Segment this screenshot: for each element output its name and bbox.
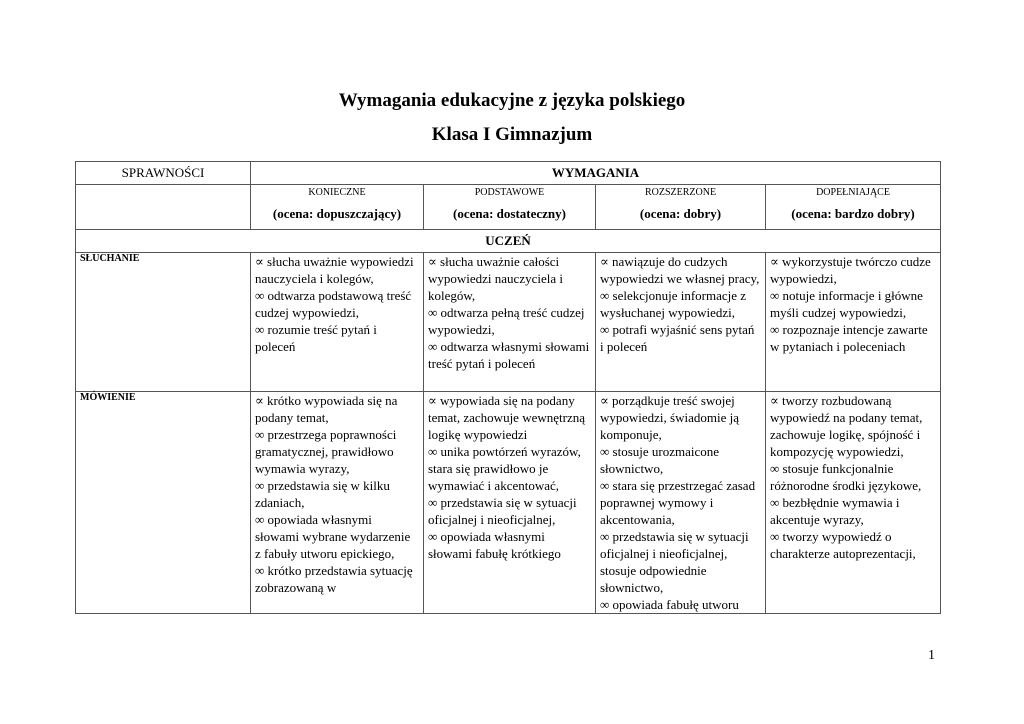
requirement-item: ∞ unika powtórzeń wyrazów, stara się prawidłowo je wymawiać i akcentować,: [428, 444, 581, 493]
requirement-cell: [424, 253, 596, 392]
requirement-cell: [596, 392, 766, 614]
skill-label: SŁUCHANIE: [76, 253, 251, 392]
requirement-item: ∞ przedstawia się w sytuacji oficjalnej i nieoficjalnej, stosuje odpowiednie słownictwo,: [600, 529, 749, 595]
table-row: [76, 253, 941, 392]
requirement-item: ∞ opowiada fabułę utworu: [600, 597, 739, 612]
requirement-item: ∝ krótko wypowiada się na podany temat,: [255, 393, 398, 425]
requirement-item: ∞ selekcjonuje informacje z wysłuchanej wypowiedzi,: [600, 288, 747, 320]
requirement-item: ∝ wypowiada się na podany temat, zachowuje wewnętrzną logikę wypowiedzi: [428, 393, 586, 442]
empty-cell: [76, 185, 251, 230]
requirement-item: ∝ wykorzystuje twórczo cudze wypowiedzi,: [770, 254, 931, 286]
requirement-item: ∞ opowiada własnymi słowami wybrane wydarzenie z fabuły utworu epickiego,: [255, 512, 411, 561]
requirement-cell: [766, 253, 941, 392]
skill-label: MÓWIENIE: [76, 392, 251, 614]
requirement-item: ∝ nawiązuje do cudzych wypowiedzi we własnej pracy,: [600, 254, 760, 286]
requirement-item: ∞ przedstawia się w sytuacji oficjalnej i nieoficjalnej,: [428, 495, 577, 527]
requirement-cell: [251, 253, 424, 392]
requirement-item: ∞ tworzy wypowiedź o charakterze autoprezentacji,: [770, 529, 916, 561]
requirement-item: ∞ notuje informacje i główne myśli cudzej wypowiedzi,: [770, 288, 923, 320]
requirement-item: ∞ odtwarza podstawową treść cudzej wypowiedzi,: [255, 288, 412, 320]
requirement-item: ∞ przestrzega poprawności gramatycznej, prawidłowo wymawia wyrazy,: [255, 427, 397, 476]
requirement-item: ∝ słucha uważnie wypowiedzi nauczyciela i kolegów,: [255, 254, 414, 286]
requirement-cell: [766, 392, 941, 614]
requirement-item: ∞ stosuje urozmaicone słownictwo,: [600, 444, 720, 476]
level-name: PODSTAWOWE: [474, 187, 545, 198]
requirement-item: ∝ tworzy rozbudowaną wypowiedź na podany temat, zachowuje logikę, spójność i kompozycję wypowiedzi,: [770, 393, 923, 459]
requirement-item: ∞ krótko przedstawia sytuację zobrazowaną w: [255, 563, 413, 595]
level-header-3: [766, 185, 941, 230]
requirement-item: ∞ potrafi wyjaśnić sens pytań i poleceń: [600, 322, 755, 354]
table-row: [76, 392, 941, 614]
level-header-1: [424, 185, 596, 230]
level-name: ROZSZERZONE: [644, 187, 717, 198]
requirements-table: [75, 161, 941, 614]
requirement-cell: [596, 253, 766, 392]
requirement-item: ∝ słucha uważnie całości wypowiedzi nauczyciela i kolegów,: [428, 254, 563, 303]
document-title: Wymagania edukacyjne z języka polskiego: [338, 90, 686, 111]
requirement-cell: [251, 392, 424, 614]
requirement-item: ∞ stara się przestrzegać zasad poprawnej wymowy i akcentowania,: [600, 478, 756, 527]
requirement-item: ∞ odtwarza pełną treść cudzej wypowiedzi,: [428, 305, 585, 337]
header-requirements: WYMAGANIA: [251, 162, 941, 185]
requirement-item: ∝ porządkuje treść swojej wypowiedzi, świadomie ją komponuje,: [600, 393, 739, 442]
level-grade: (ocena: dostateczny): [453, 206, 566, 221]
requirement-item: ∞ bezbłędnie wymawia i akcentuje wyrazy,: [770, 495, 900, 527]
level-grade: (ocena: dobry): [639, 206, 722, 221]
level-name: DOPEŁNIAJĄCE: [816, 187, 890, 198]
level-grade: (ocena: bardzo dobry): [791, 206, 915, 221]
requirement-item: ∞ odtwarza własnymi słowami treść pytań i poleceń: [428, 339, 590, 371]
level-name: KONIECZNE: [308, 187, 366, 198]
requirement-item: ∞ rozumie treść pytań i poleceń: [255, 322, 377, 354]
level-grade: (ocena: dopuszczający): [272, 206, 402, 221]
requirement-cell: [424, 392, 596, 614]
requirement-item: ∞ opowiada własnymi słowami fabułę krótkiego: [428, 529, 561, 561]
header-skills: SPRAWNOŚCI: [76, 162, 251, 185]
requirement-item: ∞ przedstawia się w kilku zdaniach,: [255, 478, 390, 510]
requirement-item: ∞ rozpoznaje intencje zawarte w pytaniach i poleceniach: [770, 322, 928, 354]
student-label: UCZEŃ: [76, 230, 941, 253]
requirement-item: ∞ stosuje funkcjonalnie różnorodne środki językowe,: [770, 461, 922, 493]
page-number: 1: [928, 648, 935, 663]
level-header-2: [596, 185, 766, 230]
level-header-0: [251, 185, 424, 230]
document-subtitle: Klasa I Gimnazjum: [431, 124, 593, 145]
